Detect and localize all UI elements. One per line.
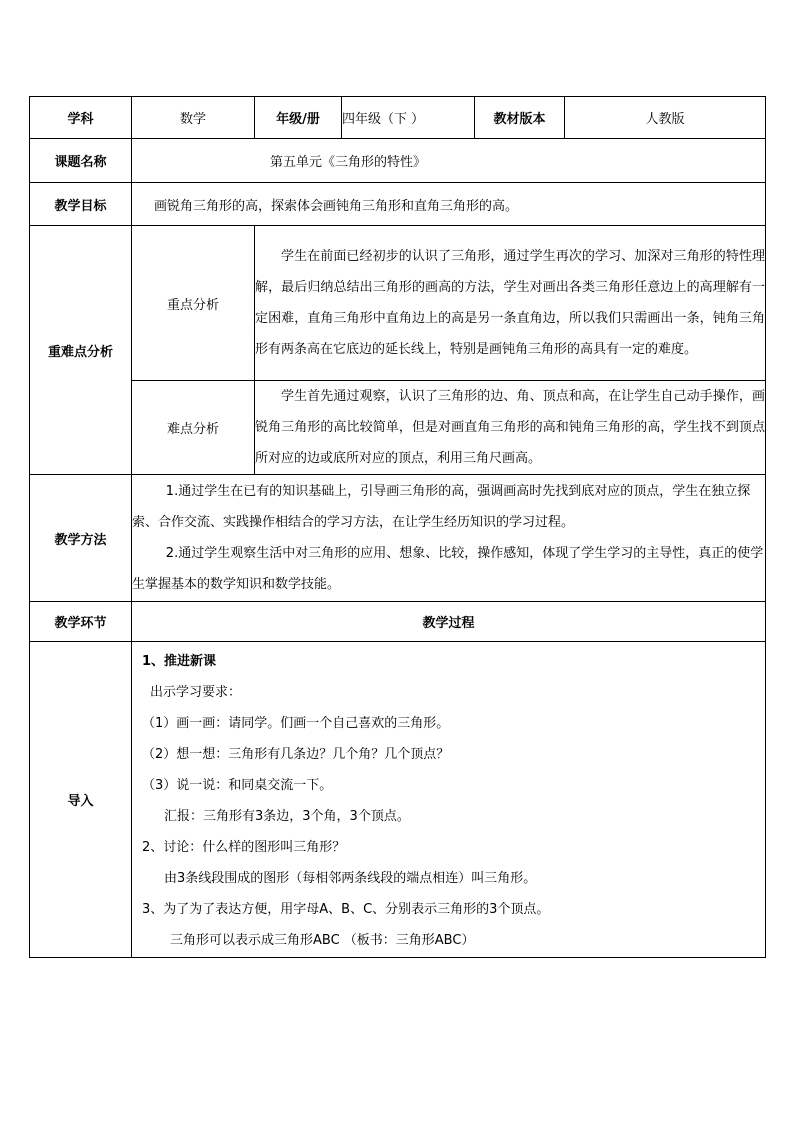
edition-label: 教材版本 bbox=[475, 97, 565, 139]
goal-value: 画锐角三角形的高，探索体会画钝角三角形和直角三角形的高。 bbox=[132, 183, 766, 226]
method-content bbox=[132, 475, 766, 602]
section-1-report: 汇报：三角形有3条边，3个角，3个顶点。 bbox=[164, 809, 410, 824]
intro-content bbox=[132, 642, 766, 958]
section-3-note: 三角形可以表示成三角形ABC （板书：三角形ABC） bbox=[170, 933, 475, 948]
key-analysis-label: 重点分析 bbox=[132, 226, 255, 381]
analysis-label: 重难点分析 bbox=[30, 226, 132, 475]
stage-label: 教学环节 bbox=[30, 602, 132, 642]
section-1-item-3: （3）说一说：和同桌交流一下。 bbox=[142, 778, 333, 793]
difficulty-analysis-text: 学生首先通过观察，认识了三角形的边、角、顶点和高，在让学生自己动手操作，画锐角三角形的高比较简单，但是对画直角三角形的高和钝角三角形的高，学生找不到顶点所对应的边或底所对应的顶点，利用三角尺画高。 bbox=[255, 381, 766, 475]
grade-value: 四年级（下 ） bbox=[342, 97, 475, 139]
edition-value: 人教版 bbox=[565, 97, 766, 139]
topic-value: 第五单元《三角形的特性》 bbox=[132, 139, 766, 183]
intro-row bbox=[30, 642, 766, 958]
key-analysis-text: 学生在前面已经初步的认识了三角形，通过学生再次的学习、加深对三角形的特性理解，最后归纳总结出三角形的画高的方法，学生对画出各类三角形任意边上的高理解有一定困难，直角三角形中直角边上的高是另一条直角边，所以我们只需画出一条，钝角三角形有两条高在它底边的延长线上，特别是画钝角三角形的高具有一定的难度。 bbox=[255, 226, 766, 381]
topic-label: 课题名称 bbox=[30, 139, 132, 183]
method-row bbox=[30, 475, 766, 602]
section-2-answer: 由3条线段围成的图形（每相邻两条线段的端点相连）叫三角形。 bbox=[164, 871, 537, 886]
method-label: 教学方法 bbox=[30, 475, 132, 602]
process-label: 教学过程 bbox=[132, 602, 766, 642]
method-paragraph-1: 1.通过学生在已有的知识基础上，引导画三角形的高，强调画高时先找到底对应的顶点，学生在独立探索、合作交流、实践操作相结合的学习方法，在让学生经历知识的学习过程。 bbox=[132, 484, 751, 530]
section-1-item-2: （2）想一想：三角形有几条边？几个角？几个顶点？ bbox=[142, 747, 450, 762]
header-row bbox=[30, 97, 766, 139]
difficulty-analysis-label: 难点分析 bbox=[132, 381, 255, 475]
section-1-lead: 出示学习要求： bbox=[150, 685, 242, 700]
intro-label: 导入 bbox=[30, 642, 132, 958]
goal-label: 教学目标 bbox=[30, 183, 132, 226]
key-analysis-row bbox=[30, 226, 766, 381]
difficulty-analysis-row bbox=[30, 381, 766, 475]
topic-row bbox=[30, 139, 766, 183]
section-2-title: 2、讨论：什么样的图形叫三角形？ bbox=[142, 840, 346, 855]
subject-value: 数学 bbox=[132, 97, 255, 139]
goal-row bbox=[30, 183, 766, 226]
subject-label: 学科 bbox=[30, 97, 132, 139]
section-3-title: 3、为了为了表达方便，用字母A、B、C、分别表示三角形的3个顶点。 bbox=[142, 902, 550, 917]
section-1-item-1: （1）画一画：请同学。们画一个自己喜欢的三角形。 bbox=[142, 716, 450, 731]
lesson-plan-table bbox=[29, 96, 766, 958]
section-1-title: 1、推进新课 bbox=[142, 654, 217, 669]
process-header-row bbox=[30, 602, 766, 642]
grade-label: 年级/册 bbox=[255, 97, 342, 139]
method-paragraph-2: 2.通过学生观察生活中对三角形的应用、想象、比较，操作感知，体现了学生学习的主导性，真正的使学生掌握基本的数学知识和数学技能。 bbox=[132, 546, 764, 592]
